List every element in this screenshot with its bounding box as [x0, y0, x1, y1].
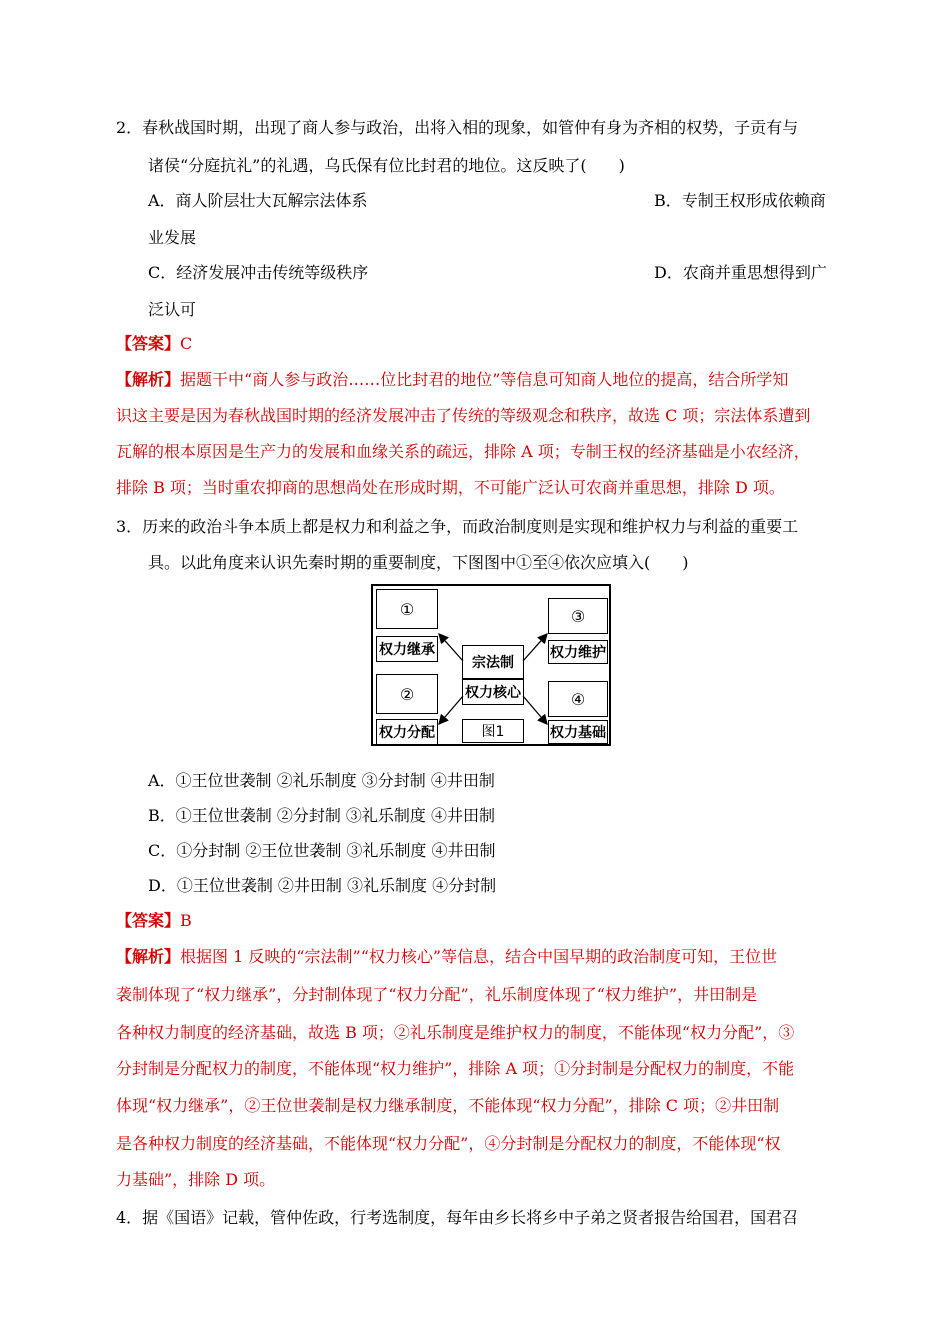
diagram-slot-2: ② — [376, 674, 438, 714]
diagram-slot-3: ③ — [548, 598, 608, 634]
arrow-to-3 — [523, 634, 547, 661]
q3-stem-line1: 3．历来的政治斗争本质上都是权力和利益之争，而政治制度则是实现和维护权力与利益的重要工 — [116, 517, 799, 536]
q2-analysis-line1: 【解析】据题干中“商人参与政治……位比封君的地位”等信息可知商人地位的提高，结合所学知 — [116, 370, 789, 389]
q2-analysis-line4: 排除 B 项；当时重农抑商的思想尚处在形成时期，不可能广泛认可农商并重思想，排除 D 项。 — [116, 478, 785, 497]
arrow-to-4 — [523, 696, 547, 724]
q2-option-b: B．专制王权形成依赖商 — [654, 191, 826, 210]
q3-option-a: A．①王位世袭制 ②礼乐制度 ③分封制 ④井田制 — [148, 771, 495, 790]
q3-answer — [116, 910, 192, 932]
q3-analysis-line5: 体现“权力继承”，②王位世袭制是权力继承制度，不能体现“权力分配”，排除 C 项；②井田制 — [116, 1096, 780, 1115]
q3-stem-line2: 具。以此角度来认识先秦时期的重要制度，下图图中①至④依次应填入( ) — [148, 553, 689, 572]
arrow-to-2 — [439, 696, 463, 724]
q2-option-c: C．经济发展冲击传统等级秩序 — [148, 263, 369, 282]
q2-analysis-line3: 瓦解的根本原因是生产力的发展和血缘关系的疏远，排除 A 项；专制王权的经济基础是小农经济， — [116, 442, 810, 461]
q2-option-b-cont: 业发展 — [148, 228, 197, 247]
diagram-label-power-distribution: 权力分配 — [376, 719, 438, 745]
diagram-center-power-core: 权力核心 — [462, 679, 524, 705]
figure-1-diagram — [371, 584, 611, 746]
diagram-label-power-maintenance: 权力维护 — [548, 640, 608, 664]
answer-tag: 【答案】 — [116, 911, 181, 930]
diagram-slot-4: ④ — [548, 681, 608, 717]
q3-analysis-line6: 是各种权力制度的经济基础，不能体现“权力分配”，④分封制是分配权力的制度，不能体现“权 — [116, 1134, 781, 1153]
diagram-center-zongfa: 宗法制 — [462, 645, 524, 679]
answer-tag: 【答案】 — [116, 334, 181, 353]
q3-analysis-line2: 袭制体现了“权力继承”，分封制体现了“权力分配”，礼乐制度体现了“权力维护”，井田制是 — [116, 985, 758, 1004]
q4-stem-line1: 4．据《国语》记载，管仲佐政，行考选制度，每年由乡长将乡中子弟之贤者报告给国君，国君召 — [116, 1208, 799, 1227]
diagram-caption: 图1 — [462, 719, 524, 743]
q3-option-b: B．①王位世袭制 ②分封制 ③礼乐制度 ④井田制 — [148, 806, 496, 825]
q3-analysis-line4: 分封制是分配权力的制度，不能体现“权力维护”，排除 A 项；①分封制是分配权力的制度，不能 — [116, 1059, 795, 1078]
q3-option-d: D．①王位世袭制 ②井田制 ③礼乐制度 ④分封制 — [148, 876, 497, 895]
q2-option-d-cont: 泛认可 — [148, 300, 197, 319]
q3-analysis-line7: 力基础”，排除 D 项。 — [116, 1170, 276, 1189]
q2-option-a: A．商人阶层壮大瓦解宗法体系 — [148, 191, 368, 210]
q2-stem-line2: 诸侯“分庭抗礼”的礼遇，乌氏保有位比封君的地位。这反映了( ) — [148, 156, 625, 175]
q2-stem-line1: 2．春秋战国时期，出现了商人参与政治，出将入相的现象，如管仲有身为齐相的权势，子贡有与 — [116, 118, 799, 137]
analysis-tag: 【解析】 — [116, 947, 181, 966]
analysis-tag: 【解析】 — [116, 370, 181, 389]
q3-option-c: C．①分封制 ②王位世袭制 ③礼乐制度 ④井田制 — [148, 841, 496, 860]
diagram-slot-1: ① — [376, 589, 438, 629]
answer-value: C — [180, 334, 193, 353]
q2-option-d: D．农商并重思想得到广 — [654, 263, 827, 282]
arrow-to-1 — [439, 634, 463, 661]
q3-analysis-line1: 【解析】根据图 1 反映的“宗法制”“权力核心”等信息，结合中国早期的政治制度可知，王位世 — [116, 947, 778, 966]
q2-analysis-line2: 识这主要是因为春秋战国时期的经济发展冲击了传统的等级观念和秩序，故选 C 项；宗法体系遭到 — [116, 406, 811, 425]
answer-value: B — [180, 911, 192, 930]
q3-analysis-line3: 各种权力制度的经济基础，故选 B 项；②礼乐制度是维护权力的制度，不能体现“权力分配”，③ — [116, 1023, 795, 1042]
q2-answer — [116, 333, 192, 355]
diagram-label-power-foundation: 权力基础 — [548, 720, 608, 744]
diagram-label-power-inheritance: 权力继承 — [376, 636, 438, 662]
